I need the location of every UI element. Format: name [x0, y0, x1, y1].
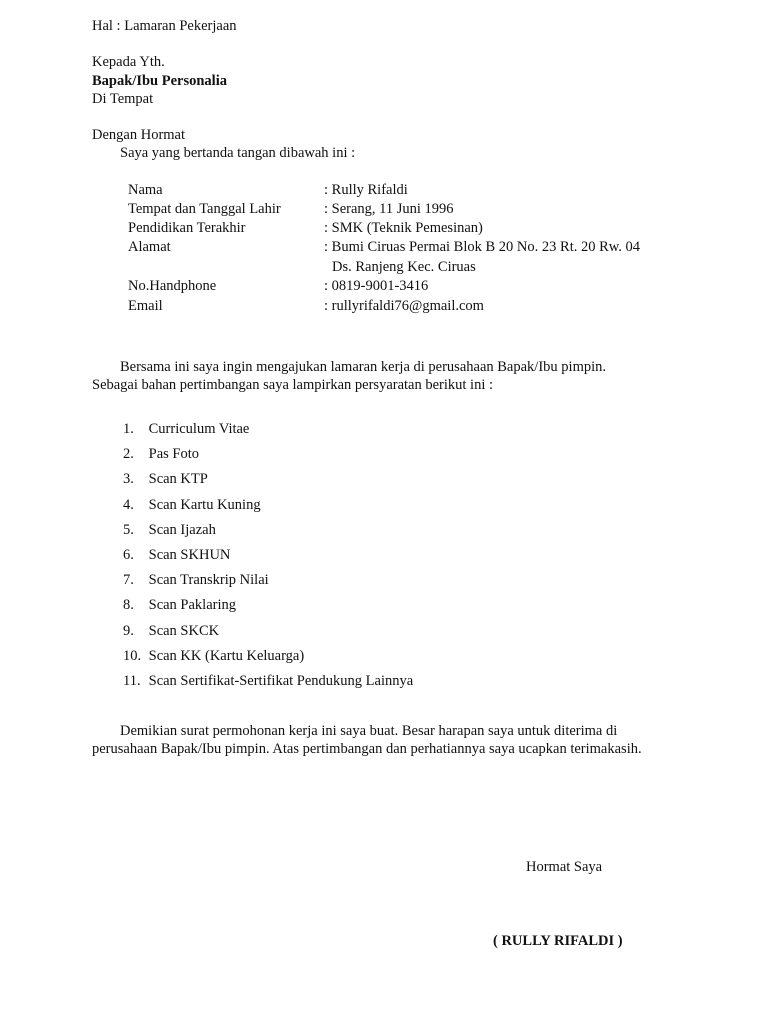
recipient-greeting: Kepada Yth.	[92, 54, 165, 70]
list-item-text: Scan SKHUN	[148, 547, 231, 563]
list-item	[123, 420, 249, 438]
biodata-label: Tempat dan Tanggal Lahir	[128, 201, 281, 217]
biodata-value: : Bumi Ciruas Permai Blok B 20 No. 23 Rt. 20 Rw. 04	[324, 239, 641, 255]
intro-line: Saya yang bertanda tangan dibawah ini :	[120, 145, 356, 161]
biodata-label: No.Handphone	[128, 278, 217, 294]
request-paragraph-line-1: Bersama ini saya ingin mengajukan lamaran kerja di perusahaan Bapak/Ibu pimpin.	[120, 359, 606, 375]
biodata-value: Ds. Ranjeng Kec. Ciruas	[332, 259, 476, 275]
biodata-value: : rullyrifaldi76@gmail.com	[324, 298, 484, 314]
list-item-text: Scan Paklaring	[148, 597, 237, 613]
list-item-number: 10.	[123, 648, 142, 664]
list-item	[123, 596, 236, 614]
list-item-text: Scan KTP	[148, 471, 208, 487]
biodata-label: Nama	[128, 182, 163, 198]
list-item	[123, 496, 261, 514]
list-item	[123, 672, 413, 690]
list-item	[123, 445, 199, 463]
list-item-number: 9.	[123, 623, 134, 639]
biodata-value: : Serang, 11 Juni 1996	[324, 201, 454, 217]
list-item	[123, 647, 304, 665]
list-item-number: 3.	[123, 471, 134, 487]
list-item-text: Scan KK (Kartu Keluarga)	[148, 648, 305, 664]
list-item-number: 11.	[123, 673, 141, 689]
list-item	[123, 546, 230, 564]
list-item	[123, 571, 269, 589]
list-item	[123, 521, 216, 539]
closing-paragraph-line-2: perusahaan Bapak/Ibu pimpin. Atas pertimbangan dan perhatiannya saya ucapkan terimakasih.	[92, 741, 642, 757]
list-item	[123, 622, 219, 640]
list-item-text: Scan Kartu Kuning	[148, 497, 261, 513]
biodata-label: Alamat	[128, 239, 171, 255]
list-item-number: 6.	[123, 547, 134, 563]
list-item-text: Curriculum Vitae	[148, 421, 250, 437]
recipient-place: Di Tempat	[92, 91, 154, 107]
list-item-number: 7.	[123, 572, 134, 588]
biodata-value: : 0819-9001-3416	[324, 278, 429, 294]
subject-line: Hal : Lamaran Pekerjaan	[92, 18, 237, 34]
list-item-number: 1.	[123, 421, 134, 437]
biodata-value: : Rully Rifaldi	[324, 182, 408, 198]
closing-paragraph-line-1: Demikian surat permohonan kerja ini saya buat. Besar harapan saya untuk diterima di	[120, 723, 618, 739]
signoff: Hormat Saya	[526, 859, 603, 875]
list-item-number: 4.	[123, 497, 134, 513]
recipient-name: Bapak/Ibu Personalia	[92, 73, 227, 89]
list-item-text: Scan Transkrip Nilai	[148, 572, 269, 588]
list-item	[123, 470, 208, 488]
biodata-label: Pendidikan Terakhir	[128, 220, 246, 236]
signature-name: ( RULLY RIFALDI )	[493, 933, 623, 949]
salutation: Dengan Hormat	[92, 127, 186, 143]
list-item-number: 2.	[123, 446, 134, 462]
list-item-number: 8.	[123, 597, 134, 613]
request-paragraph-line-2: Sebagai bahan pertimbangan saya lampirkan persyaratan berikut ini :	[92, 377, 494, 393]
list-item-text: Pas Foto	[148, 446, 199, 462]
list-item-number: 5.	[123, 522, 134, 538]
biodata-value: : SMK (Teknik Pemesinan)	[324, 220, 483, 236]
biodata-label: Email	[128, 298, 163, 314]
list-item-text: Scan Sertifikat-Sertifikat Pendukung Lainnya	[148, 673, 414, 689]
list-item-text: Scan SKCK	[148, 623, 220, 639]
list-item-text: Scan Ijazah	[148, 522, 216, 538]
